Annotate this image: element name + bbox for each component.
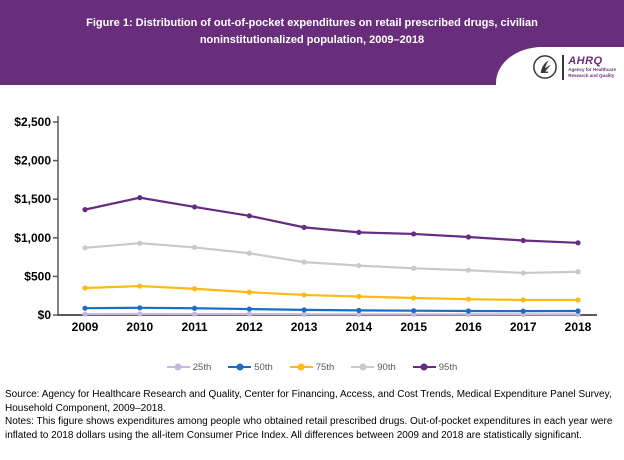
data-point-75th-2014 (356, 294, 361, 299)
data-point-90th-2014 (356, 263, 361, 268)
expenditure-line-chart (0, 102, 624, 342)
y-tick-label: $500 (24, 269, 51, 284)
x-tick-label: 2012 (235, 320, 263, 334)
legend-item-75th (290, 362, 335, 373)
header-banner (0, 0, 624, 85)
legend-label: 90th (377, 361, 396, 373)
legend-marker-dot (298, 364, 305, 371)
data-point-25th-2009 (82, 311, 87, 316)
series-line-95th (85, 198, 578, 243)
data-point-90th-2012 (247, 251, 252, 256)
x-tick-label: 2014 (345, 320, 373, 334)
data-point-90th-2013 (302, 260, 307, 265)
data-point-75th-2013 (302, 292, 307, 297)
legend-item-25th (167, 362, 212, 373)
x-tick-label: 2010 (126, 320, 154, 334)
legend-item-50th (228, 362, 273, 373)
chart-legend (0, 358, 624, 376)
legend-label: 50th (254, 361, 273, 373)
notes-text: Notes: This figure shows expenditures among people who obtained retail prescribed drugs. Out-of-pocket expenditures in each year were inflated to 2018 dollars using the all-item Consumer Price Index. All differences between 2009 and 2018 are statistically significant. (5, 416, 613, 441)
legend-marker-dot (175, 364, 182, 371)
data-point-50th-2012 (247, 306, 252, 311)
data-point-50th-2014 (356, 308, 361, 313)
data-point-75th-2018 (575, 297, 580, 302)
legend-marker-90th (351, 366, 374, 369)
legend-label: 25th (192, 361, 212, 373)
data-point-25th-2010 (137, 311, 142, 316)
data-point-95th-2017 (521, 238, 526, 243)
data-point-90th-2010 (137, 241, 142, 246)
x-tick-label: 2015 (400, 320, 428, 334)
data-point-95th-2011 (192, 204, 197, 209)
series-line-90th (85, 243, 578, 273)
series-line-75th (85, 286, 578, 300)
data-point-75th-2016 (466, 297, 471, 302)
data-point-95th-2015 (411, 231, 416, 236)
x-tick-label: 2017 (509, 320, 537, 334)
data-point-75th-2011 (192, 286, 197, 291)
data-point-90th-2018 (575, 269, 580, 274)
ahrq-logo-text (568, 55, 616, 78)
legend-marker-dot (359, 364, 366, 371)
legend-marker-50th (228, 366, 251, 369)
footer-notes-block (5, 388, 620, 442)
ahrq-logo-divider (562, 55, 564, 80)
data-point-90th-2016 (466, 268, 471, 273)
legend-marker-95th (413, 366, 436, 369)
ahrq-logo-tagline-1: Agency for Healthcare (568, 67, 616, 73)
data-point-90th-2011 (192, 245, 197, 250)
ahrq-logo (496, 47, 624, 85)
figure-title: Figure 1: Distribution of out-of-pocket expenditures on retail prescribed drugs, civilian noninstitutionalized population, 2009–2018 (86, 17, 538, 46)
data-point-50th-2015 (411, 308, 416, 313)
legend-item-95th (413, 362, 458, 373)
y-tick-label: $1,500 (14, 192, 51, 207)
y-tick-label: $2,500 (14, 115, 51, 129)
data-point-75th-2009 (82, 285, 87, 290)
legend-item-90th (351, 362, 396, 373)
data-point-25th-2012 (247, 312, 252, 317)
ahrq-logo-name: AHRQ (568, 55, 603, 68)
data-point-50th-2011 (192, 306, 197, 311)
data-point-50th-2018 (575, 308, 580, 313)
legend-marker-75th (290, 366, 313, 369)
data-point-95th-2014 (356, 230, 361, 235)
x-tick-label: 2011 (181, 320, 208, 334)
data-point-75th-2010 (137, 283, 142, 288)
data-point-95th-2012 (247, 213, 252, 218)
x-tick-label: 2009 (71, 320, 99, 334)
data-point-50th-2017 (521, 309, 526, 314)
legend-label: 75th (315, 361, 335, 373)
legend-marker-dot (421, 364, 428, 371)
legend-label: 95th (438, 361, 458, 373)
data-point-50th-2010 (137, 305, 142, 310)
data-point-90th-2015 (411, 266, 416, 271)
data-point-75th-2012 (247, 290, 252, 295)
series-line-50th (85, 308, 578, 311)
data-point-95th-2013 (302, 225, 307, 230)
data-point-25th-2011 (192, 311, 197, 316)
y-tick-label: $1,000 (14, 230, 51, 245)
data-point-50th-2016 (466, 308, 471, 313)
legend-marker-dot (236, 364, 243, 371)
y-tick-label: $0 (37, 308, 51, 322)
data-point-75th-2015 (411, 295, 416, 300)
x-tick-label: 2013 (290, 320, 318, 334)
data-point-95th-2009 (82, 207, 87, 212)
ahrq-eagle-icon (532, 54, 558, 80)
x-tick-label: 2018 (564, 320, 592, 334)
data-point-95th-2010 (137, 195, 142, 200)
ahrq-logo-tagline-2: Research and Quality (568, 73, 615, 79)
data-point-90th-2009 (82, 245, 87, 250)
data-point-90th-2017 (521, 270, 526, 275)
legend-marker-25th (167, 366, 190, 369)
x-tick-label: 2016 (455, 320, 482, 334)
data-point-95th-2018 (575, 240, 580, 245)
data-point-50th-2009 (82, 306, 87, 311)
source-text: Source: Agency for Healthcare Research and Quality, Center for Financing, Access, and Cost Trends, Medical Expenditure Panel Survey, Household Component, 2009–2018. (5, 389, 612, 414)
data-point-75th-2017 (521, 297, 526, 302)
data-point-50th-2013 (302, 307, 307, 312)
y-tick-label: $2,000 (14, 153, 51, 168)
data-point-95th-2016 (466, 234, 471, 239)
